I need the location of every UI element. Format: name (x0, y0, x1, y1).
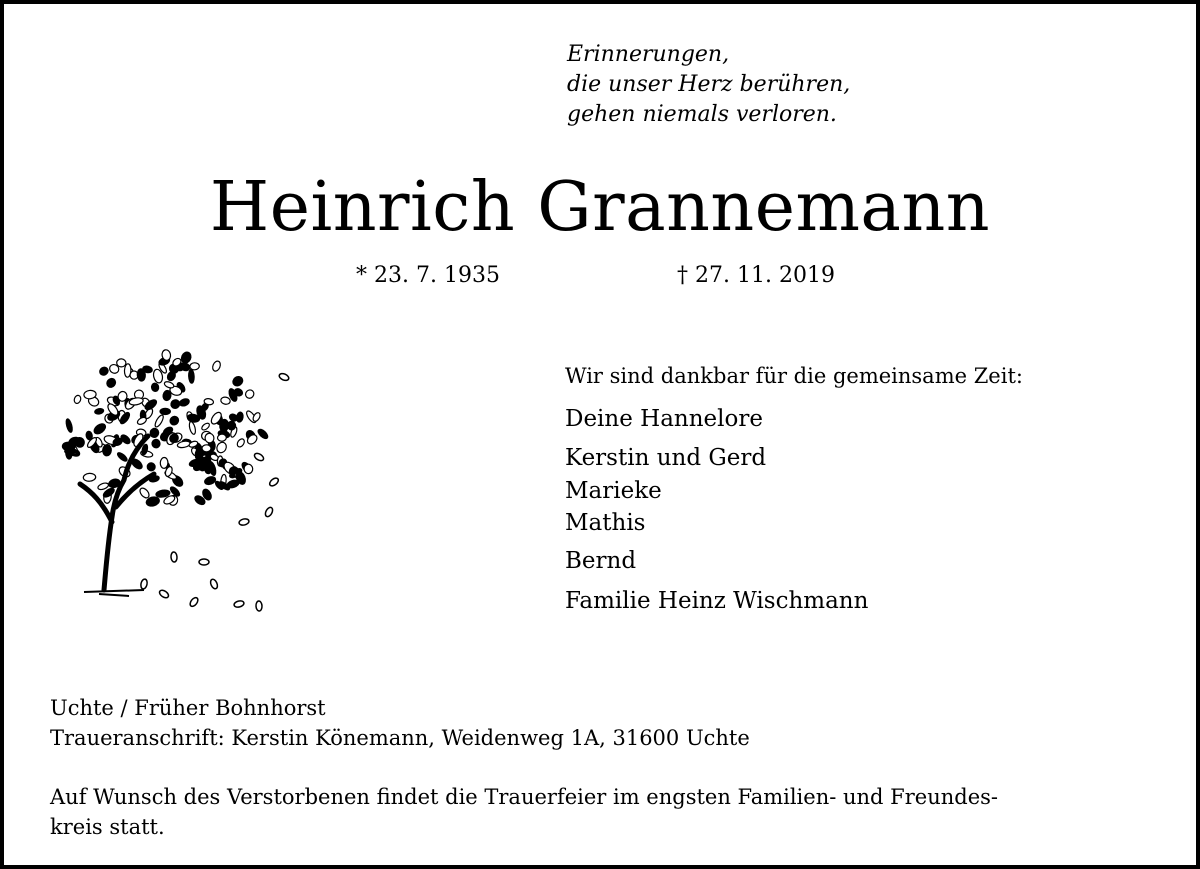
falling-leaf (238, 518, 249, 526)
leaf (244, 464, 254, 474)
funeral-notice (50, 782, 1160, 842)
leaf (102, 444, 112, 456)
leaf (257, 428, 270, 440)
leaf (179, 398, 191, 408)
leaf (211, 360, 222, 372)
leaf (188, 369, 194, 383)
leaf (151, 383, 159, 392)
birth-date: * 23. 7. 1935 (356, 263, 500, 288)
thanks-line: Wir sind dankbar für die gemeinsame Zeit: (565, 364, 1023, 388)
falling-leaf (209, 578, 219, 590)
leaf (94, 408, 104, 415)
quote-line: die unser Herz berühren, (567, 72, 851, 97)
falling-leaf (264, 506, 274, 518)
place-line: Uchte / Früher Bohnhorst (50, 696, 326, 720)
falling-leaf (253, 452, 265, 462)
death-date: † 27. 11. 2019 (677, 263, 835, 288)
tree-illustration (44, 322, 304, 622)
notice-line: Auf Wunsch des Verstorbenen findet die Trauerfeier im engsten Familien- und Freundes- (50, 785, 998, 809)
leaf (252, 411, 262, 422)
leaf (236, 438, 246, 449)
notice-line: kreis statt. (50, 815, 165, 839)
mourner-name: Marieke (565, 478, 662, 504)
leaf (138, 486, 151, 499)
falling-leaf (171, 552, 178, 562)
memorial-quote (567, 40, 850, 130)
leaf (98, 366, 109, 377)
leaf (116, 451, 128, 462)
leaf (160, 408, 170, 414)
falling-leaf (189, 596, 200, 608)
quote-line: Erinnerungen, (567, 42, 730, 67)
leaf (83, 473, 96, 482)
leaf (65, 418, 73, 433)
leaf (204, 475, 217, 486)
falling-leaf (233, 600, 244, 608)
leaf (188, 421, 196, 435)
falling-leaf (140, 578, 148, 589)
leaf (215, 441, 228, 455)
leaf (151, 439, 160, 448)
falling-leaf (199, 559, 209, 565)
falling-leaf (278, 372, 290, 381)
leaf (137, 368, 146, 381)
tree-trunk (80, 436, 154, 590)
leaf (105, 377, 117, 389)
mourner-name: Familie Heinz Wischmann (565, 588, 869, 614)
mourner-name: Kerstin und Gerd (565, 445, 767, 471)
falling-leaf (268, 477, 280, 488)
falling-leaf (256, 601, 263, 611)
leaf (217, 434, 226, 442)
deceased-name: Heinrich Grannemann (209, 168, 991, 247)
mourner-name: Deine Hannelore (565, 406, 763, 432)
leaf (169, 398, 181, 410)
mourning-address: Traueranschrift: Kerstin Könemann, Weidenweg 1A, 31600 Uchte (50, 726, 750, 750)
leaf (201, 422, 211, 431)
leaf (202, 445, 211, 452)
leaf (195, 449, 203, 462)
quote-line: gehen niemals verloren. (567, 102, 837, 127)
leaf (92, 422, 107, 436)
leaf (231, 375, 244, 388)
leaf (124, 364, 131, 378)
mourner-name: Bernd (565, 548, 637, 574)
leaf (180, 351, 193, 365)
leaves-cluster (62, 349, 290, 611)
leaf (65, 449, 77, 454)
leaf (146, 461, 157, 472)
falling-leaf (158, 589, 170, 600)
leaf (116, 359, 126, 368)
leaf (73, 394, 82, 404)
leaf (149, 427, 160, 438)
leaf (154, 414, 165, 428)
leaf (236, 412, 244, 423)
leaf (136, 416, 147, 426)
mourner-name: Mathis (565, 510, 646, 536)
leaf (164, 381, 175, 390)
leaf (168, 415, 180, 427)
leaf (160, 457, 168, 468)
leaf (220, 396, 231, 405)
leaf (244, 388, 256, 400)
